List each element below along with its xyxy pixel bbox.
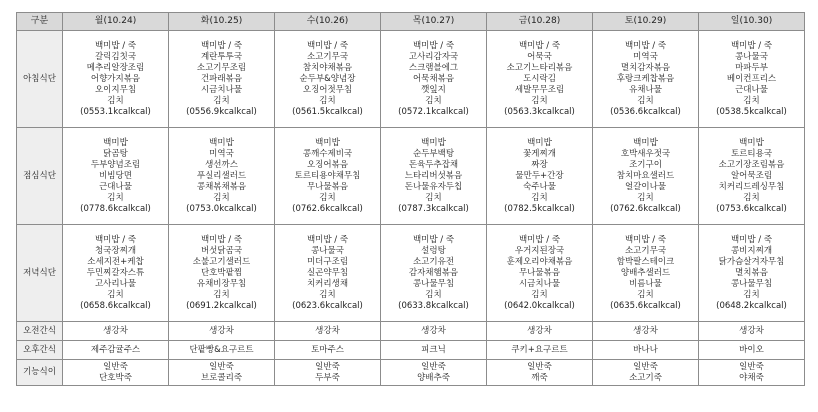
menu-cell-tue <box>169 360 275 386</box>
menu-cell-mon <box>63 341 169 360</box>
menu-item: 마파두부 <box>735 62 768 73</box>
menu-item: 김치 <box>743 289 760 300</box>
menu-cell-tue <box>169 128 275 225</box>
menu-cell-wed <box>275 128 381 225</box>
menu-item: 고사리감자국 <box>408 51 459 62</box>
menu-item: 청국장찌개 <box>94 245 137 256</box>
menu-item: 유채비장무침 <box>196 278 247 289</box>
menu-cell-sun <box>699 322 805 341</box>
menu-item: 백미밥 / 죽 <box>624 234 667 245</box>
menu-item: 백미밥 / 죽 <box>624 40 667 51</box>
menu-item: 짜장 <box>531 159 548 170</box>
menu-item: 미더구조림 <box>306 256 349 267</box>
menu-item: 감자채햄볶음 <box>408 267 459 278</box>
menu-cell-fri <box>487 360 593 386</box>
menu-cell-thu <box>381 360 487 386</box>
menu-item: 도시락김 <box>523 73 556 84</box>
row-label: 기능식이 <box>17 360 63 386</box>
menu-item: 토마주스 <box>311 344 344 355</box>
weekly-menu-table <box>16 12 805 386</box>
menu-cell-sat <box>593 341 699 360</box>
menu-item: 버섯닭곰국 <box>200 245 243 256</box>
menu-cell-sat <box>593 31 699 128</box>
menu-item: (0556.9kcalkcal) <box>186 106 257 117</box>
menu-item: 소불고기샐러드 <box>192 256 251 267</box>
menu-item: 백미밥 / 죽 <box>306 40 349 51</box>
header-row <box>17 13 805 31</box>
menu-item: 백미밥 / 죽 <box>730 234 773 245</box>
menu-item: (0753.0kcalkcal) <box>186 203 257 214</box>
menu-item: 소고기느타리볶음 <box>506 62 573 73</box>
menu-item: 시금치나물 <box>200 84 243 95</box>
menu-item: 백미밥 / 죽 <box>200 234 243 245</box>
menu-item: 김치 <box>213 95 230 106</box>
menu-cell-mon <box>63 128 169 225</box>
menu-item: 생강차 <box>739 325 764 336</box>
menu-item: (0753.6kcalkcal) <box>716 203 787 214</box>
menu-item: 두민찌갈자스튜 <box>86 267 145 278</box>
menu-item: 깻잎지 <box>421 84 446 95</box>
menu-item: 단팥빵&요구르트 <box>189 344 254 355</box>
menu-item: 어향가지볶음 <box>90 73 141 84</box>
menu-item: 근대나물 <box>735 84 768 95</box>
menu-item: 참치야채볶음 <box>302 62 353 73</box>
menu-item: 생강차 <box>315 325 340 336</box>
menu-cell-wed <box>275 225 381 322</box>
menu-cell-thu <box>381 128 487 225</box>
menu-item: 김치 <box>425 289 442 300</box>
menu-item: 백미밥 <box>209 137 234 148</box>
menu-item: (0762.6kcalkcal) <box>292 203 363 214</box>
menu-item: 콩채볶채볶음 <box>196 181 247 192</box>
menu-item: 소고기무국 <box>306 51 349 62</box>
menu-item: 김치 <box>637 192 654 203</box>
menu-item: 순두부백탕 <box>412 148 455 159</box>
menu-item: 일반죽 <box>421 361 446 372</box>
menu-item: 두부죽 <box>315 372 340 383</box>
menu-item: 김치 <box>319 289 336 300</box>
menu-item: 콩나물무침 <box>730 278 773 289</box>
menu-item: (0572.1kcalkcal) <box>398 106 469 117</box>
menu-item: 김치 <box>319 192 336 203</box>
menu-item: (0561.5kcalkcal) <box>292 106 363 117</box>
menu-item: 김치 <box>637 95 654 106</box>
menu-item: 김치 <box>743 95 760 106</box>
menu-cell-fri <box>487 31 593 128</box>
menu-item: 콩나물국 <box>311 245 344 256</box>
menu-item: 김치 <box>743 192 760 203</box>
menu-item: 양배추죽 <box>417 372 450 383</box>
menu-cell-sun <box>699 341 805 360</box>
menu-item: 일반죽 <box>527 361 552 372</box>
menu-cell-thu <box>381 31 487 128</box>
menu-item: 고사리나물 <box>94 278 137 289</box>
menu-item: 닭곰탕 <box>103 148 128 159</box>
menu-item: 미역국 <box>209 148 234 159</box>
menu-item: 김치 <box>425 95 442 106</box>
menu-item: 바나나 <box>633 344 658 355</box>
menu-item: 푸실리샐러드 <box>196 170 247 181</box>
menu-item: 백미밥 <box>103 137 128 148</box>
menu-item: 참치마요샐러드 <box>616 170 675 181</box>
menu-item: 백미밥 / 죽 <box>412 234 455 245</box>
menu-item: 일반죽 <box>103 361 128 372</box>
menu-item: 무나물볶음 <box>518 267 561 278</box>
menu-item: (0536.6kcalkcal) <box>610 106 681 117</box>
menu-item: 단호박팥찜 <box>200 267 243 278</box>
menu-cell-thu <box>381 225 487 322</box>
menu-item: 스크램블에그 <box>408 62 459 73</box>
menu-cell-wed <box>275 360 381 386</box>
menu-cell-sun <box>699 225 805 322</box>
menu-item: 생강차 <box>421 325 446 336</box>
menu-item: 김치 <box>531 289 548 300</box>
menu-item: 제주감귤주스 <box>90 344 141 355</box>
menu-cell-thu <box>381 322 487 341</box>
menu-item: (0635.6kcalkcal) <box>610 300 681 311</box>
menu-item: 김치 <box>213 192 230 203</box>
menu-item: 물만두+간장 <box>515 170 564 181</box>
menu-item: 콩나물국 <box>735 51 768 62</box>
menu-item: 소고기죽 <box>629 372 662 383</box>
menu-cell-fri <box>487 225 593 322</box>
menu-item: 생강차 <box>527 325 552 336</box>
menu-item: 메추리알장조림 <box>86 62 145 73</box>
menu-item: 토르티용야채무침 <box>294 170 361 181</box>
menu-item: 두부양념조림 <box>90 159 141 170</box>
menu-item: 일반죽 <box>315 361 340 372</box>
menu-item: 계란투투국 <box>200 51 243 62</box>
menu-item: (0553.1kcalkcal) <box>80 106 151 117</box>
menu-item: 무나물볶음 <box>306 181 349 192</box>
menu-item: 우거지된장국 <box>514 245 565 256</box>
menu-item: 백미밥 / 죽 <box>94 40 137 51</box>
row-dinner <box>17 225 805 322</box>
menu-item: 야채죽 <box>739 372 764 383</box>
menu-item: 백미밥 / 죽 <box>94 234 137 245</box>
row-label: 오후간식 <box>17 341 63 360</box>
menu-item: 어묵채볶음 <box>412 73 455 84</box>
menu-item: 소세지전+케찹 <box>87 256 144 267</box>
menu-item: 건파래볶음 <box>200 73 243 84</box>
menu-item: 돈나물유자두칩 <box>404 181 463 192</box>
menu-item: 느타리버섯볶음 <box>404 170 463 181</box>
menu-item: 함박팔스테이크 <box>616 256 675 267</box>
header-day-fri: 금(10.28) <box>487 13 593 31</box>
menu-cell-fri <box>487 322 593 341</box>
menu-item: 김치 <box>107 192 124 203</box>
menu-item: 오이지무침 <box>94 84 137 95</box>
menu-item: 알어묵조림 <box>730 170 773 181</box>
menu-item: (0563.3kcalkcal) <box>504 106 575 117</box>
menu-item: 토르티용국 <box>730 148 773 159</box>
menu-item: 백미밥 <box>527 137 552 148</box>
menu-item: 근대나물 <box>99 181 132 192</box>
menu-item: (0691.2kcalkcal) <box>186 300 257 311</box>
menu-item: 김치 <box>319 95 336 106</box>
menu-item: 훈제오리야채볶음 <box>506 256 573 267</box>
menu-item: 백미밥 / 죽 <box>518 40 561 51</box>
menu-item: (0778.6kcalkcal) <box>80 203 151 214</box>
menu-item: 베이컨프리스 <box>726 73 777 84</box>
menu-item: 단호박죽 <box>99 372 132 383</box>
menu-item: 생강차 <box>633 325 658 336</box>
menu-item: 백미밥 <box>315 137 340 148</box>
row-lunch <box>17 128 805 225</box>
menu-item: 백미밥 <box>739 137 764 148</box>
menu-cell-fri <box>487 128 593 225</box>
menu-item: 유채나물 <box>629 84 662 95</box>
menu-cell-tue <box>169 225 275 322</box>
row-label: 오전간식 <box>17 322 63 341</box>
menu-item: 콩깨수제비국 <box>302 148 353 159</box>
menu-cell-wed <box>275 31 381 128</box>
header-day-tue: 화(10.25) <box>169 13 275 31</box>
header-day-mon: 월(10.24) <box>63 13 169 31</box>
menu-cell-tue <box>169 341 275 360</box>
menu-cell-sun <box>699 31 805 128</box>
menu-cell-sat <box>593 128 699 225</box>
menu-item: (0648.2kcalkcal) <box>716 300 787 311</box>
menu-cell-mon <box>63 360 169 386</box>
menu-item: 김치 <box>531 192 548 203</box>
row-functional <box>17 360 805 386</box>
menu-item: 소고기무조림 <box>196 62 247 73</box>
menu-item: 닭가슴살겨자무침 <box>718 256 785 267</box>
menu-item: 소고기유전 <box>412 256 455 267</box>
header-day-wed: 수(10.26) <box>275 13 381 31</box>
menu-item: 생선까스 <box>205 159 238 170</box>
menu-item: 갈릭김칫국 <box>94 51 137 62</box>
menu-item: 멸치감자볶음 <box>620 62 671 73</box>
menu-item: 꽃게찌개 <box>523 148 556 159</box>
menu-item: (0658.6kcalkcal) <box>80 300 151 311</box>
menu-item: 백미밥 / 죽 <box>306 234 349 245</box>
menu-item: 실곤약무침 <box>306 267 349 278</box>
menu-item: 호박새우젓국 <box>620 148 671 159</box>
row-label: 저녁식단 <box>17 225 63 322</box>
row-breakfast <box>17 31 805 128</box>
menu-item: 세발무무조림 <box>514 84 565 95</box>
menu-item: 순두부&양념장 <box>299 73 356 84</box>
menu-cell-sun <box>699 128 805 225</box>
menu-item: 오징어볶음 <box>306 159 349 170</box>
menu-item: 백미밥 / 죽 <box>730 40 773 51</box>
menu-item: 일반죽 <box>739 361 764 372</box>
header-day-sun: 일(10.30) <box>699 13 805 31</box>
menu-item: 바이오 <box>739 344 764 355</box>
menu-item: 소고기장조림볶음 <box>718 159 785 170</box>
menu-item: 콩나물무침 <box>412 278 455 289</box>
menu-item: 오징어젓무침 <box>302 84 353 95</box>
menu-item: 깨죽 <box>531 372 548 383</box>
weekly-menu-container <box>16 12 805 386</box>
menu-cell-sat <box>593 225 699 322</box>
menu-item: 백미밥 <box>421 137 446 148</box>
menu-item: 양배추샐러드 <box>620 267 671 278</box>
menu-cell-mon <box>63 322 169 341</box>
menu-item: 백미밥 / 죽 <box>412 40 455 51</box>
menu-item: 김치 <box>637 289 654 300</box>
menu-item: 백미밥 / 죽 <box>200 40 243 51</box>
menu-item: 조기구이 <box>629 159 662 170</box>
menu-body <box>17 31 805 386</box>
menu-cell-mon <box>63 31 169 128</box>
menu-cell-tue <box>169 322 275 341</box>
menu-item: 쿠키+요구르트 <box>511 344 568 355</box>
menu-item: 숙주나물 <box>523 181 556 192</box>
menu-cell-wed <box>275 322 381 341</box>
menu-item: 비름나물 <box>629 278 662 289</box>
menu-cell-tue <box>169 31 275 128</box>
menu-item: 비빔당면 <box>99 170 132 181</box>
menu-item: 백미밥 <box>633 137 658 148</box>
header-day-sat: 토(10.29) <box>593 13 699 31</box>
menu-item: 김치 <box>425 192 442 203</box>
menu-item: 어묵국 <box>527 51 552 62</box>
row-label: 아침식단 <box>17 31 63 128</box>
header-day-thu: 목(10.27) <box>381 13 487 31</box>
menu-item: 치커리생채 <box>306 278 349 289</box>
menu-cell-mon <box>63 225 169 322</box>
menu-item: 김치 <box>107 289 124 300</box>
menu-cell-sat <box>593 360 699 386</box>
row-afternoon-snack <box>17 341 805 360</box>
menu-cell-thu <box>381 341 487 360</box>
menu-item: 브로콜리죽 <box>200 372 243 383</box>
menu-item: (0762.6kcalkcal) <box>610 203 681 214</box>
menu-item: 설렁탕 <box>421 245 446 256</box>
menu-cell-wed <box>275 341 381 360</box>
header-category: 구분 <box>17 13 63 31</box>
menu-item: 콩비지찌개 <box>730 245 773 256</box>
menu-item: 미역국 <box>633 51 658 62</box>
menu-item: (0623.6kcalkcal) <box>292 300 363 311</box>
menu-item: 돈육두추잡채 <box>408 159 459 170</box>
menu-item: 일반죽 <box>209 361 234 372</box>
menu-item: 김치 <box>531 95 548 106</box>
menu-item: 얼갈이나물 <box>624 181 667 192</box>
menu-item: (0787.3kcalkcal) <box>398 203 469 214</box>
menu-item: 일반죽 <box>633 361 658 372</box>
row-label: 점심식단 <box>17 128 63 225</box>
row-morning-snack <box>17 322 805 341</box>
menu-item: 김치 <box>107 95 124 106</box>
menu-item: 멸치볶음 <box>735 267 768 278</box>
menu-item: (0642.0kcalkcal) <box>504 300 575 311</box>
menu-cell-sat <box>593 322 699 341</box>
menu-item: 소고기무국 <box>624 245 667 256</box>
menu-item: 김치 <box>213 289 230 300</box>
menu-item: (0538.5kcalkcal) <box>716 106 787 117</box>
menu-item: 백미밥 / 죽 <box>518 234 561 245</box>
menu-item: 시금치나물 <box>518 278 561 289</box>
menu-item: 생강차 <box>103 325 128 336</box>
menu-item: (0633.8kcalkcal) <box>398 300 469 311</box>
menu-cell-sun <box>699 360 805 386</box>
menu-item: (0782.5kcalkcal) <box>504 203 575 214</box>
menu-item: 후랑크케찹볶음 <box>616 73 675 84</box>
menu-cell-fri <box>487 341 593 360</box>
menu-item: 치커리드레싱무침 <box>718 181 785 192</box>
menu-item: 피크닉 <box>421 344 446 355</box>
menu-item: 생강차 <box>209 325 234 336</box>
